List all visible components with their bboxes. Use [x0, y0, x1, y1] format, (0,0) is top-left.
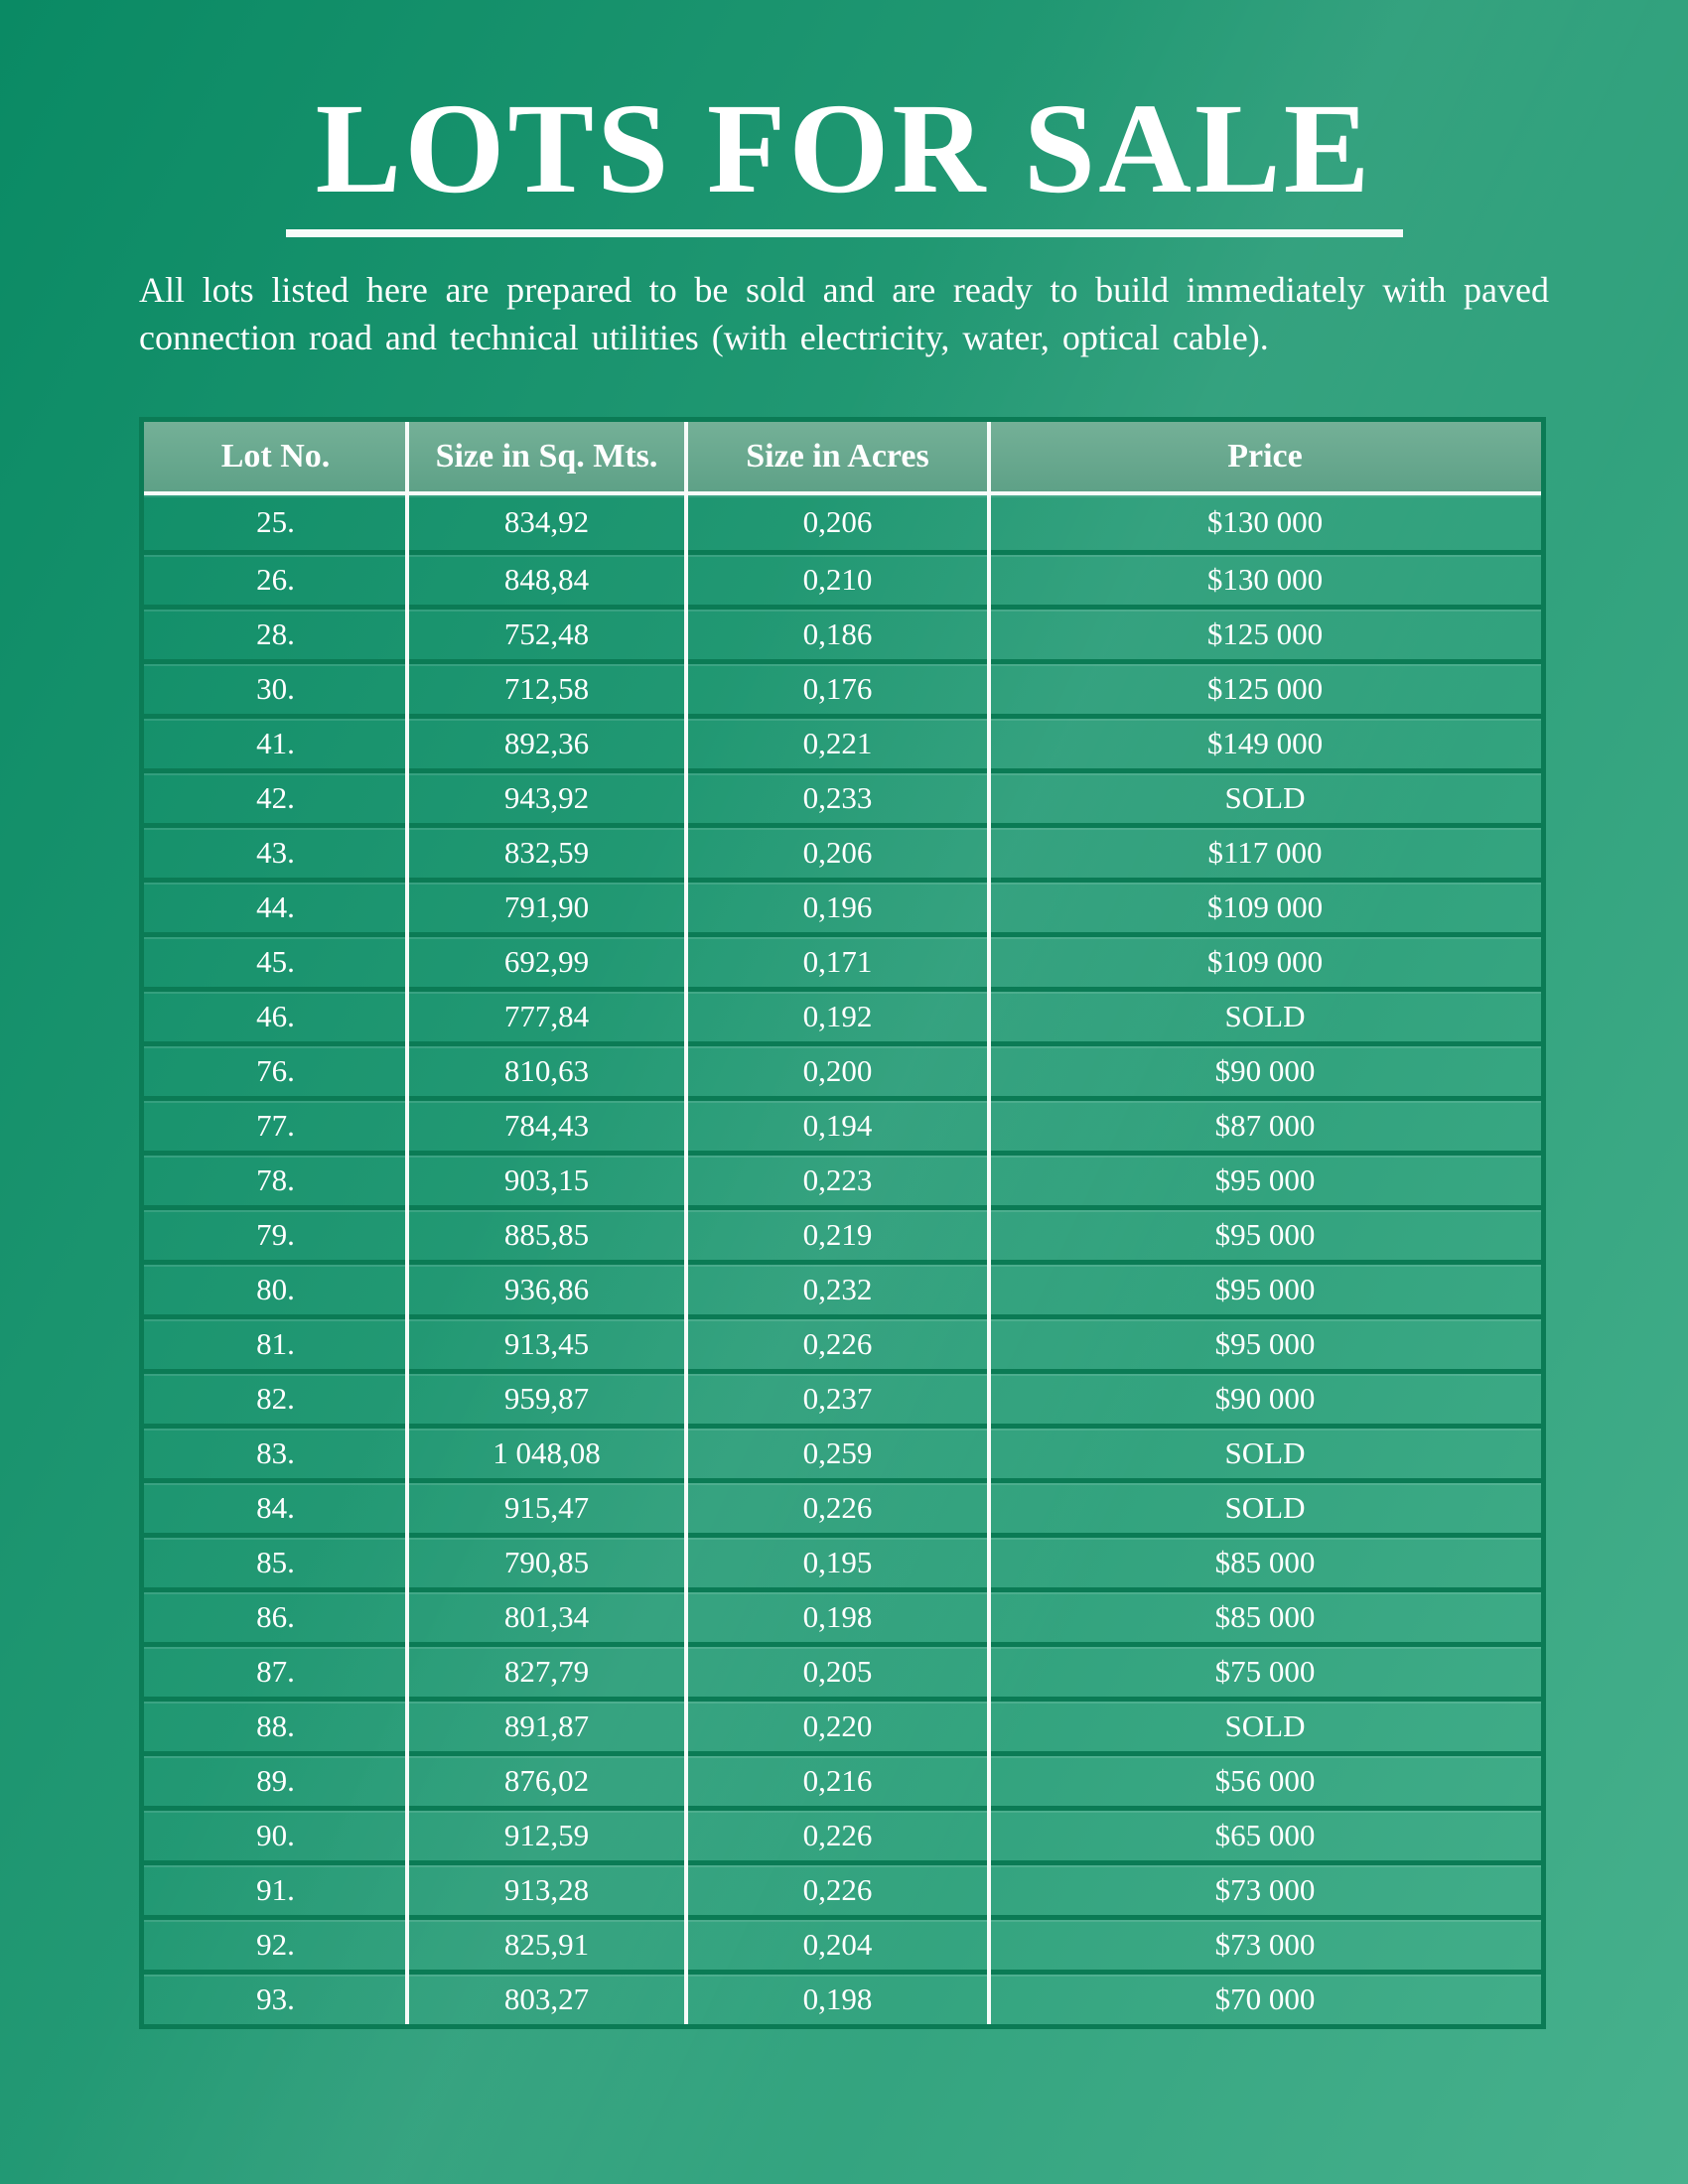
size-acres-cell: 0,206 — [802, 504, 873, 540]
table-row — [144, 1260, 1541, 1314]
lot-no-cell: 79. — [256, 1216, 295, 1252]
table-row — [144, 659, 1541, 714]
size-sqm-cell: 1 048,08 — [492, 1434, 601, 1470]
size-sqm-cell: 777,84 — [503, 998, 590, 1033]
lot-no-cell: 43. — [256, 834, 295, 870]
lot-no-cell: 89. — [256, 1762, 295, 1798]
lot-no-cell: 42. — [256, 779, 295, 815]
price-cell: SOLD — [1224, 1489, 1306, 1525]
size-sqm-cell: 943,92 — [503, 779, 590, 815]
price-cell: $95 000 — [1214, 1161, 1316, 1197]
size-acres-cell: 0,205 — [802, 1653, 873, 1689]
price-cell: $56 000 — [1214, 1762, 1316, 1798]
size-acres-cell: 0,233 — [802, 779, 873, 815]
size-sqm-cell: 692,99 — [503, 943, 590, 979]
table-row — [144, 1424, 1541, 1478]
size-sqm-cell: 801,34 — [503, 1598, 590, 1634]
price-cell: $109 000 — [1206, 943, 1324, 979]
table-row — [144, 1860, 1541, 1915]
lot-no-cell: 90. — [256, 1817, 295, 1852]
lot-no-cell: 93. — [256, 1980, 295, 2016]
size-sqm-cell: 712,58 — [503, 670, 590, 706]
lot-no-cell: 46. — [256, 998, 295, 1033]
size-sqm-cell: 825,91 — [503, 1926, 590, 1962]
lot-no-cell: 77. — [256, 1107, 295, 1143]
price-cell: $73 000 — [1214, 1926, 1316, 1962]
table-row — [144, 878, 1541, 932]
lot-no-cell: 25. — [256, 504, 295, 540]
price-cell: $85 000 — [1214, 1544, 1316, 1579]
price-cell: $90 000 — [1214, 1052, 1316, 1088]
size-sqm-cell: 832,59 — [503, 834, 590, 870]
size-acres-cell: 0,226 — [802, 1325, 873, 1361]
size-sqm-cell: 848,84 — [503, 561, 590, 597]
table-row — [144, 1041, 1541, 1096]
size-acres-cell: 0,192 — [802, 998, 873, 1033]
size-acres-cell: 0,220 — [802, 1707, 873, 1743]
col-header-lot-no: Lot No. — [220, 437, 331, 475]
price-cell: $70 000 — [1214, 1980, 1316, 2016]
size-sqm-cell: 915,47 — [503, 1489, 590, 1525]
size-sqm-cell: 913,28 — [503, 1871, 590, 1907]
size-acres-cell: 0,198 — [802, 1598, 873, 1634]
lot-no-cell: 86. — [256, 1598, 295, 1634]
size-acres-cell: 0,226 — [802, 1871, 873, 1907]
size-acres-cell: 0,226 — [802, 1489, 873, 1525]
size-acres-cell: 0,210 — [802, 561, 873, 597]
table-row — [144, 1806, 1541, 1860]
table-body — [144, 495, 1541, 2024]
price-cell: $117 000 — [1207, 834, 1323, 870]
size-sqm-cell: 784,43 — [503, 1107, 590, 1143]
table-row — [144, 714, 1541, 768]
table-row — [144, 1915, 1541, 1970]
table-row — [144, 1205, 1541, 1260]
table-row — [144, 1369, 1541, 1424]
price-cell: $65 000 — [1214, 1817, 1316, 1852]
size-acres-cell: 0,195 — [802, 1544, 873, 1579]
size-acres-cell: 0,219 — [802, 1216, 873, 1252]
table-row — [144, 1587, 1541, 1642]
lots-table — [139, 417, 1546, 2029]
price-cell: SOLD — [1224, 998, 1306, 1033]
price-cell: SOLD — [1224, 1434, 1306, 1470]
table-row — [144, 987, 1541, 1041]
size-sqm-cell: 810,63 — [503, 1052, 590, 1088]
lot-no-cell: 45. — [256, 943, 295, 979]
table-row — [144, 605, 1541, 659]
table-header-row — [144, 422, 1541, 495]
size-acres-cell: 0,200 — [802, 1052, 873, 1088]
price-cell: $73 000 — [1214, 1871, 1316, 1907]
size-acres-cell: 0,196 — [802, 888, 873, 924]
size-sqm-cell: 959,87 — [503, 1380, 590, 1416]
price-cell: $75 000 — [1214, 1653, 1316, 1689]
size-sqm-cell: 803,27 — [503, 1980, 590, 2016]
lot-no-cell: 78. — [256, 1161, 295, 1197]
size-sqm-cell: 827,79 — [503, 1653, 590, 1689]
lot-no-cell: 92. — [256, 1926, 295, 1962]
size-acres-cell: 0,237 — [802, 1380, 873, 1416]
size-acres-cell: 0,223 — [802, 1161, 873, 1197]
col-header-size-acres: Size in Acres — [746, 437, 929, 475]
lot-no-cell: 82. — [256, 1380, 295, 1416]
size-acres-cell: 0,221 — [802, 725, 873, 760]
table-row — [144, 495, 1541, 550]
table-row — [144, 768, 1541, 823]
table-row — [144, 1751, 1541, 1806]
size-sqm-cell: 752,48 — [503, 615, 590, 651]
price-cell: $130 000 — [1206, 504, 1324, 540]
table-row — [144, 932, 1541, 987]
price-cell: $95 000 — [1214, 1271, 1316, 1306]
price-cell: $87 000 — [1214, 1107, 1316, 1143]
title-underline — [286, 229, 1403, 237]
column-separator — [405, 422, 409, 2024]
lot-no-cell: 30. — [256, 670, 295, 706]
size-sqm-cell: 892,36 — [503, 725, 590, 760]
price-cell: $95 000 — [1214, 1216, 1316, 1252]
lot-no-cell: 26. — [256, 561, 295, 597]
size-sqm-cell: 885,85 — [503, 1216, 590, 1252]
page-title: LOTS FOR SALE — [315, 77, 1373, 220]
size-acres-cell: 0,176 — [802, 670, 873, 706]
size-sqm-cell: 834,92 — [503, 504, 590, 540]
size-sqm-cell: 936,86 — [503, 1271, 590, 1306]
price-cell: $130 000 — [1206, 561, 1324, 597]
lot-no-cell: 81. — [256, 1325, 295, 1361]
lot-no-cell: 44. — [256, 888, 295, 924]
size-sqm-cell: 913,45 — [503, 1325, 590, 1361]
table-row — [144, 1642, 1541, 1697]
lot-no-cell: 83. — [256, 1434, 295, 1470]
price-cell: $109 000 — [1206, 888, 1324, 924]
lot-no-cell: 88. — [256, 1707, 295, 1743]
size-sqm-cell: 891,87 — [503, 1707, 590, 1743]
lot-no-cell: 87. — [256, 1653, 295, 1689]
size-acres-cell: 0,204 — [802, 1926, 873, 1962]
size-acres-cell: 0,216 — [802, 1762, 873, 1798]
price-cell: SOLD — [1224, 779, 1306, 815]
size-sqm-cell: 790,85 — [503, 1544, 590, 1579]
table-row — [144, 1478, 1541, 1533]
lot-no-cell: 91. — [256, 1871, 295, 1907]
col-header-price: Price — [1227, 437, 1303, 475]
price-cell: $85 000 — [1214, 1598, 1316, 1634]
table-row — [144, 1533, 1541, 1587]
size-acres-cell: 0,186 — [802, 615, 873, 651]
lot-no-cell: 85. — [256, 1544, 295, 1579]
size-acres-cell: 0,259 — [802, 1434, 873, 1470]
size-sqm-cell: 903,15 — [503, 1161, 590, 1197]
price-cell: $149 000 — [1206, 725, 1324, 760]
price-cell: $125 000 — [1206, 670, 1324, 706]
price-cell: $95 000 — [1214, 1325, 1316, 1361]
lot-no-cell: 41. — [256, 725, 295, 760]
size-acres-cell: 0,194 — [802, 1107, 873, 1143]
lot-no-cell: 76. — [256, 1052, 295, 1088]
lot-no-cell: 84. — [256, 1489, 295, 1525]
size-acres-cell: 0,206 — [802, 834, 873, 870]
lot-no-cell: 28. — [256, 615, 295, 651]
intro-paragraph: All lots listed here are prepared to be sold and are ready to build immediately with paved connection road and technical utilities (with electricity, water, optical cable). — [139, 270, 1549, 357]
column-separator — [987, 422, 991, 2024]
table-row — [144, 823, 1541, 878]
table-row — [144, 1970, 1541, 2024]
col-header-size-sqm: Size in Sq. Mts. — [435, 437, 658, 475]
size-sqm-cell: 876,02 — [503, 1762, 590, 1798]
table-row — [144, 1096, 1541, 1151]
size-sqm-cell: 912,59 — [503, 1817, 590, 1852]
size-acres-cell: 0,232 — [802, 1271, 873, 1306]
price-cell: $125 000 — [1206, 615, 1324, 651]
table-row — [144, 1314, 1541, 1369]
size-acres-cell: 0,171 — [802, 943, 873, 979]
size-sqm-cell: 791,90 — [503, 888, 590, 924]
size-acres-cell: 0,226 — [802, 1817, 873, 1852]
column-separator — [684, 422, 688, 2024]
price-cell: SOLD — [1224, 1707, 1306, 1743]
table-row — [144, 1697, 1541, 1751]
lot-no-cell: 80. — [256, 1271, 295, 1306]
price-cell: $90 000 — [1214, 1380, 1316, 1416]
table-row — [144, 550, 1541, 605]
size-acres-cell: 0,198 — [802, 1980, 873, 2016]
table-row — [144, 1151, 1541, 1205]
